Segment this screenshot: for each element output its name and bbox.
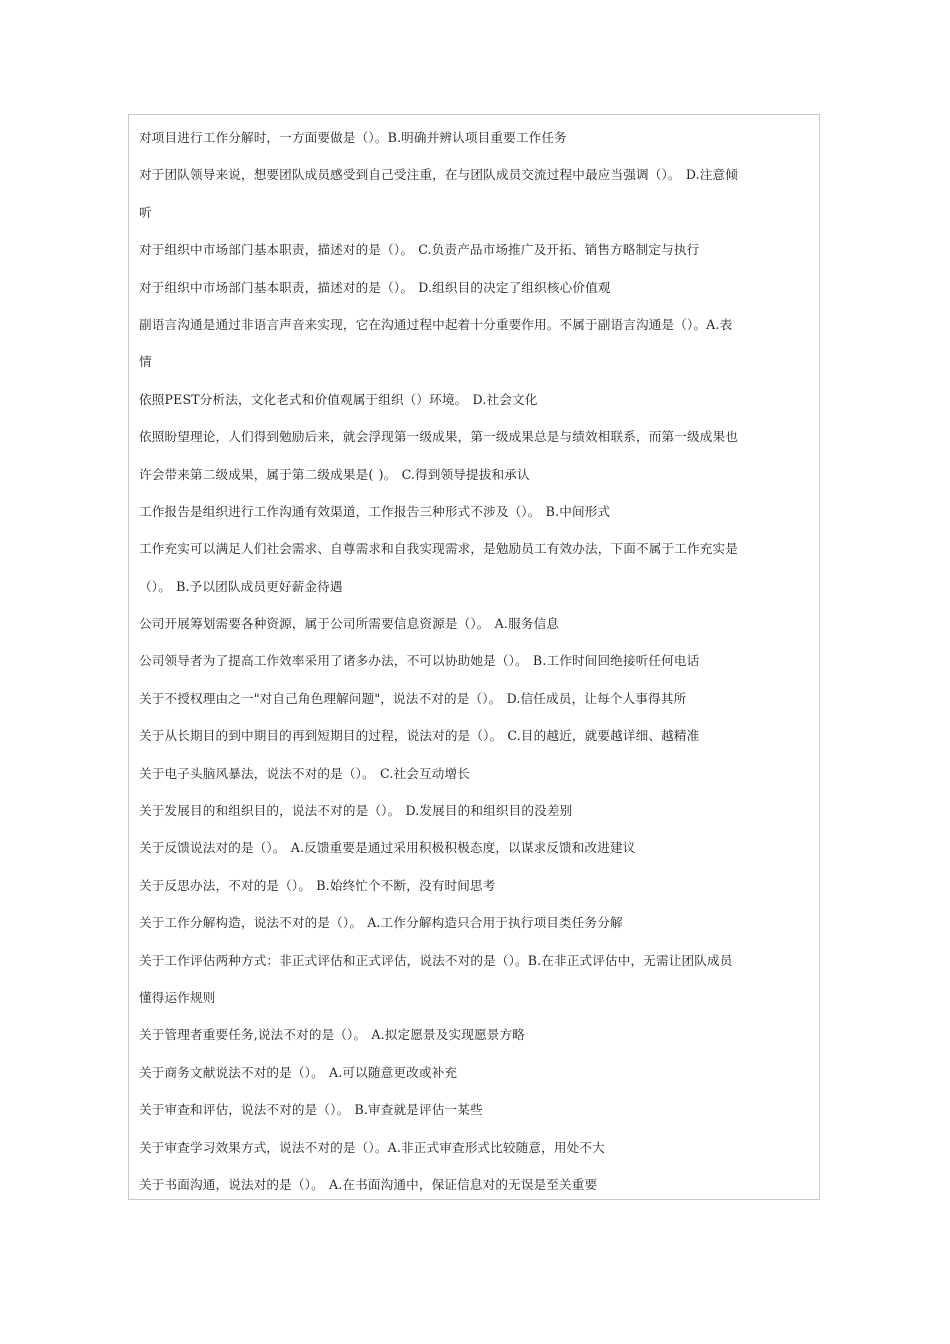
text-line: 工作充实可以满足人们社会需求、自尊需求和自我实现需求，是勉励员工有效办法，下面不属于工作充实是 [139, 541, 738, 557]
text-line: 关于工作评估两种方式：非正式评估和正式评估，说法不对的是（）。B.在非正式评估中，无需让团队成员 [139, 952, 733, 968]
text-line: （）。 B.予以团队成员更好薪金待遇 [139, 578, 343, 594]
question-answer-list [139, 128, 815, 1212]
text-line: 关于工作分解构造，说法不对的是（）。 A.工作分解构造只合用于执行项目类任务分解 [139, 915, 623, 931]
text-line: 关于审查学习效果方式，说法不对的是（）。A.非正式审查形式比较随意，用处不大 [139, 1139, 605, 1155]
text-line: 对于团队领导来说，想要团队成员感受到自己受注重，在与团队成员交流过程中最应当强调（）。 D.注意倾 [139, 167, 739, 183]
text-line: 对于组织中市场部门基本职责，描述对的是（）。 D.组织目的决定了组织核心价值观 [139, 279, 611, 295]
text-line: 依照PEST分析法，文化老式和价值观属于组织（）环境。 D.社会文化 [139, 391, 538, 407]
text-line: 许会带来第二级成果，属于第二级成果是( )。 C.得到领导提拔和承认 [139, 466, 530, 482]
text-line: 关于反馈说法对的是（）。 A.反馈重要是通过采用积极积极态度，以谋求反馈和改进建议 [139, 840, 636, 856]
text-line: 关于审查和评估，说法不对的是（）。 B.审查就是评估一某些 [139, 1102, 483, 1118]
text-line: 公司开展筹划需要各种资源，属于公司所需要信息资源是（）。 A.服务信息 [139, 616, 560, 632]
text-line: 依照盼望理论，人们得到勉励后来，就会浮现第一级成果，第一级成果总是与绩效相联系，而第一级成果也 [139, 429, 738, 445]
text-line: 关于从长期目的到中期目的再到短期目的过程，说法对的是（）。 C.目的越近，就要越详细、越精准 [139, 728, 700, 744]
text-line: 关于反思办法，不对的是（）。 B.始终忙个不断，没有时间思考 [139, 877, 496, 893]
text-line: 关于书面沟通，说法对的是（）。 A.在书面沟通中，保证信息对的无误是至关重要 [139, 1176, 598, 1192]
text-line: 对于组织中市场部门基本职责，描述对的是（）。 C.负责产品市场推广及开拓、销售方略制定与执行 [139, 242, 700, 258]
text-line: 关于管理者重要任务,说法不对的是（）。 A.拟定愿景及实现愿景方略 [139, 1027, 525, 1043]
text-line: 关于商务文献说法不对的是（）。 A.可以随意更改或补充 [139, 1064, 458, 1080]
text-line: 关于发展目的和组织目的，说法不对的是（）。 D.发展目的和组织目的没差别 [139, 803, 573, 819]
text-line: 对项目进行工作分解时，一方面要做是（）。B.明确并辨认项目重要工作任务 [139, 130, 567, 145]
text-line: 公司领导者为了提高工作效率采用了诸多办法，不可以协助她是（）。 B.工作时间回绝接听任何电话 [139, 653, 700, 669]
text-line: 听 [139, 204, 152, 220]
text-line: 情 [139, 354, 152, 370]
text-line: 关于电子头脑风暴法，说法不对的是（）。 C.社会互动增长 [139, 765, 470, 781]
text-line: 工作报告是组织进行工作沟通有效渠道，工作报告三种形式不涉及（）。 B.中间形式 [139, 503, 611, 519]
text-line: 副语言沟通是通过非语言声音来实现，它在沟通过程中起着十分重要作用。不属于副语言沟通是（）。A.表 [139, 316, 733, 332]
text-line: 关于不授权理由之一"对自己角色理解问题"，说法不对的是（）。 D.信任成员，让每个人事得其所 [139, 690, 687, 706]
text-line: 懂得运作规则 [139, 989, 216, 1005]
